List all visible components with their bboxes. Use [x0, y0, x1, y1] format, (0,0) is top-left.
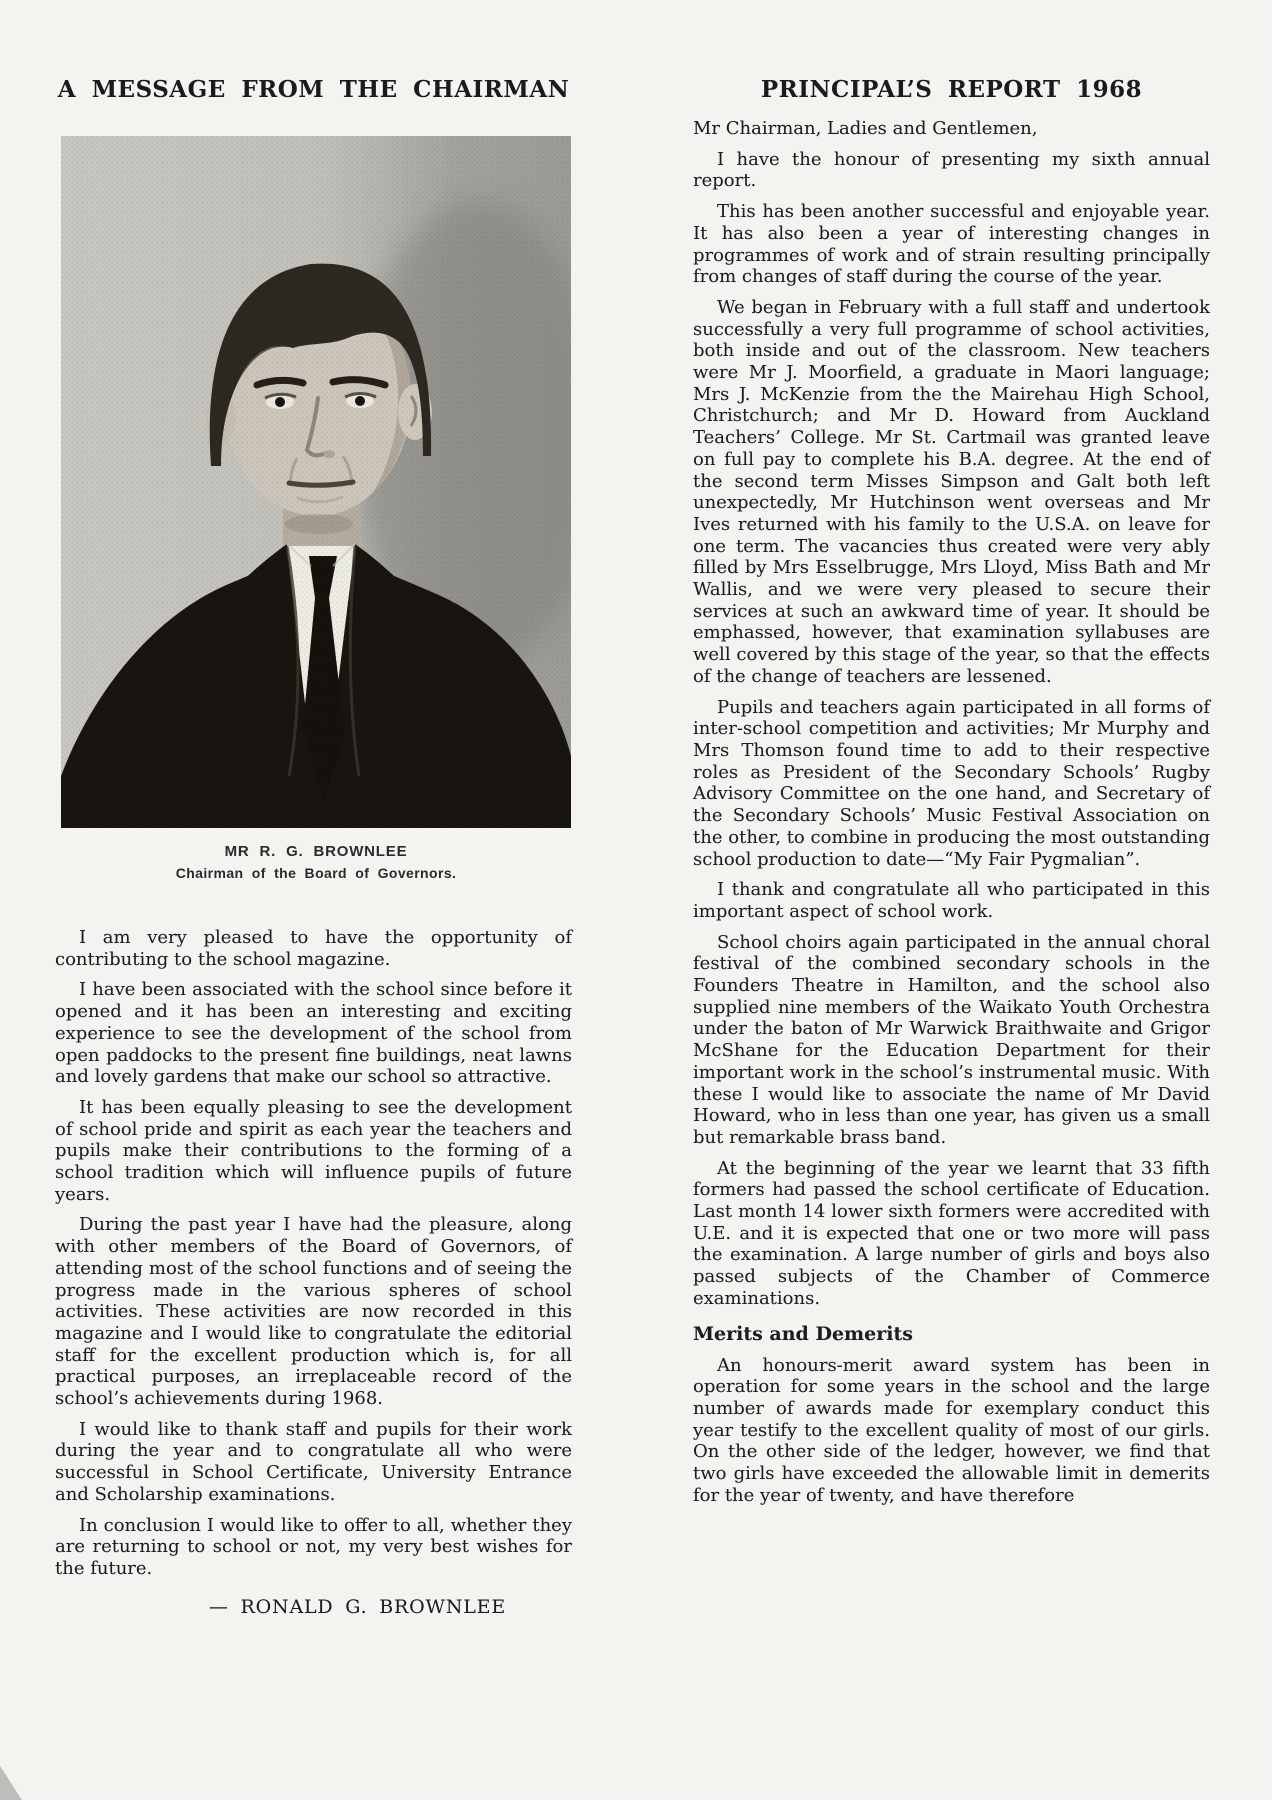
report-paragraph: An honours-merit award system has been in operation for some years in the school and the large number of awards made for exemplary conduct this year testify to the excellent quality of most of our girls. On the other side of the ledger, however, we find that two girls have exceeded the allowable limit in demerits for the year of twenty, and have therefore	[693, 1354, 1210, 1506]
chairman-paragraph: I am very pleased to have the opportunity of contributing to the school magazine.	[55, 927, 572, 970]
chairman-paragraph: In conclusion I would like to offer to all, whether they are returning to school or not, my very best wishes for the future.	[55, 1514, 572, 1579]
report-paragraph: At the beginning of the year we learnt that 33 fifth formers had passed the school certificate of Education. Last month 14 lower sixth formers were accredited with U.E. and it is expected that one or two more will pass the examination. A large number of girls and boys also passed subjects of the Chamber of Commerce examinations.	[693, 1157, 1210, 1309]
chairman-paragraph: I would like to thank staff and pupils for their work during the year and to congratulate all who were successful in School Certificate, University Entrance and Scholarship examinations.	[55, 1418, 572, 1505]
chairman-message-title: A MESSAGE FROM THE CHAIRMAN	[57, 76, 570, 103]
scan-edge-artifact	[0, 1766, 22, 1800]
portrait-caption-role: Chairman of the Board of Governors.	[175, 865, 457, 881]
merits-demerits-heading: Merits and Demerits	[693, 1322, 913, 1345]
chairman-portrait-figure	[61, 136, 571, 881]
principal-report-column	[693, 76, 1210, 1515]
report-paragraph: School choirs again participated in the annual choral festival of the combined secondary schools in the Founders Theatre in Hamilton, and the school also supplied nine members of the Waikato Youth Orchestra under the baton of Mr Warwick Braithwaite and Grigor McShane for the Education Department for their important work in the school’s instrumental music. With these I would like to associate the name of Mr David Howard, who in less than one year, has given us a small but remarkable brass band.	[693, 931, 1210, 1148]
chairman-portrait-photo	[61, 136, 571, 828]
chairman-paragraph: It has been equally pleasing to see the development of school pride and spirit as each year the teachers and pupils make their contributions to the forming of a school tradition which will influence pupils of future years.	[55, 1096, 572, 1205]
report-paragraph: We began in February with a full staff and undertook successfully a very full programme of school activities, both inside and out of the classroom. New teachers were Mr J. Moorfield, a graduate in Maori language; Mrs J. McKenzie from the the Mairehau High School, Christchurch; and Mr D. Howard from Auckland Teachers’ College. Mr St. Cartmail was granted leave on full pay to complete his B.A. degree. At the end of the second term Misses Simpson and Galt both left unexpectedly, Mr Hutchinson went overseas and Mr Ives returned with his family to the U.S.A. on leave for one term. The vacancies thus created were very ably filled by Mrs Esselbrugge, Mrs Lloyd, Miss Bath and Mr Wallis, and we were very pleased to secure their services at such an awkward time of year. It should be emphassed, however, that examination syllabuses are well covered by this stage of the year, so that the effects of the change of teachers are lessened.	[693, 296, 1210, 687]
chairman-message-column	[55, 76, 572, 1618]
chairman-paragraph: I have been associated with the school since before it opened and it has been an interesting and exciting experience to see the development of the school from open paddocks to the present fine buildings, neat lawns and lovely gardens that make our school so attractive.	[55, 979, 572, 1088]
report-paragraph: Pupils and teachers again participated in all forms of inter-school competition and activities; Mr Murphy and Mrs Thomson found time to add to their respective roles as President of the Secondary Schools’ Rugby Advisory Committee on the one hand, and Secretary of the Secondary Schools’ Music Festival Association on the other, to combine in producing the most outstanding school production to date—“My Fair Pygmalian”.	[693, 696, 1210, 870]
chairman-signature: — RONALD G. BROWNLEE	[208, 1595, 506, 1618]
report-paragraph: This has been another successful and enjoyable year. It has also been a year of interesting changes in programmes of work and of strain resulting principally from changes of staff during the course of the year.	[693, 201, 1210, 288]
report-paragraph: I thank and congratulate all who participated in this important aspect of school work.	[693, 879, 1210, 922]
report-salutation: Mr Chairman, Ladies and Gentlemen,	[693, 118, 1038, 139]
report-paragraph: I have the honour of presenting my sixth annual report.	[693, 148, 1210, 192]
chairman-paragraph: During the past year I have had the pleasure, along with other members of the Board of Governors, of attending most of the school functions and of seeing the progress made in the various spheres of school activities. These activities are now recorded in this magazine and I would like to congratulate the editorial staff for the excellent production which is, for all practical purposes, an irreplaceable record of the school’s achievements during 1968.	[55, 1214, 572, 1410]
portrait-caption-name: MR R. G. BROWNLEE	[224, 843, 408, 860]
portrait-caption	[61, 843, 571, 881]
principal-report-title: PRINCIPAL’S REPORT 1968	[760, 76, 1143, 103]
